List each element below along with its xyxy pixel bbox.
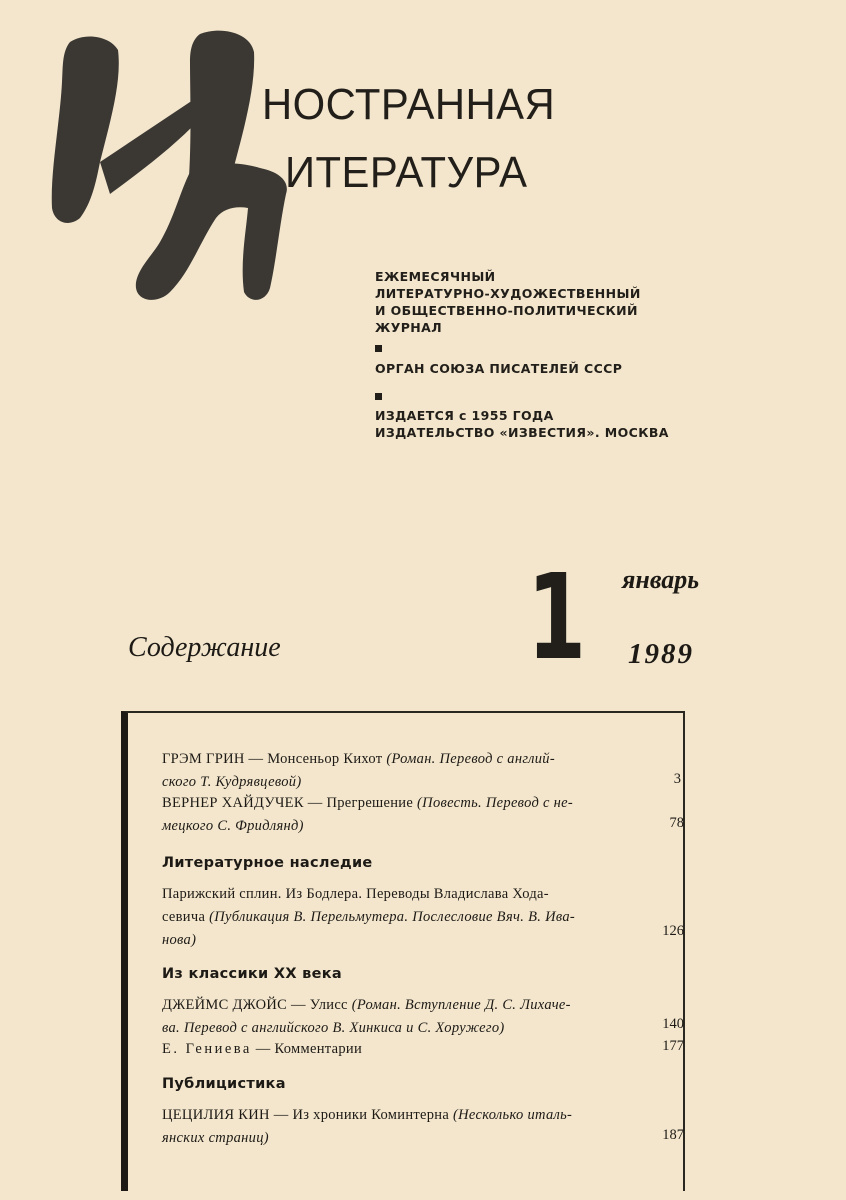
contents-entry (162, 994, 640, 1040)
entry-line (162, 994, 640, 1017)
issue-month: январь (622, 565, 700, 594)
description-line: ЛИТЕРАТУРНО-ХУДОЖЕСТВЕННЫЙ (375, 286, 641, 301)
magazine-description (375, 268, 641, 336)
contents-entry (162, 792, 640, 838)
entry-line (162, 792, 640, 815)
entry-text: севича (162, 909, 210, 925)
logo-brush-letters-icon (40, 22, 310, 312)
section-heading: Публицистика (162, 1076, 286, 1092)
entry-note: янских страниц) (162, 1130, 269, 1146)
entry-note: (Роман. Вступление Д. С. Лихаче- (351, 997, 571, 1013)
logo (40, 22, 310, 312)
entry-line (162, 929, 640, 952)
entry-text: ДЖЕЙМС ДЖОЙС — Улисс (162, 997, 352, 1013)
organ-line: ОРГАН СОЮЗА ПИСАТЕЛЕЙ СССР (375, 361, 623, 376)
section-heading: Из классики XX века (162, 966, 342, 982)
entry-line (162, 1104, 640, 1127)
contents-entry (162, 1104, 640, 1150)
description-line: ЕЖЕМЕСЯЧНЫЙ (375, 269, 496, 284)
entry-text: ГРЭМ ГРИН — Монсеньор Кихот (162, 751, 387, 767)
issue-number: 1 (527, 548, 587, 686)
entry-note: (Роман. Перевод с англий- (386, 751, 555, 767)
entry-note: мецкого С. Фридлянд) (162, 818, 304, 834)
contents-title: Содержание (128, 632, 281, 663)
bullet-square-icon (375, 345, 382, 352)
publisher-line: ИЗДАЕТСЯ с 1955 ГОДА (375, 408, 554, 423)
entry-note: ва. Перевод с английского В. Хинкиса и С. Хоружего) (162, 1020, 505, 1036)
entry-line (162, 748, 640, 771)
contents-entry (162, 1038, 640, 1061)
description-line: И ОБЩЕСТВЕННО-ПОЛИТИЧЕСКИЙ (375, 303, 638, 318)
entry-note: (Повесть. Перевод с не- (417, 795, 574, 811)
entry-line: Парижский сплин. Из Бодлера. Переводы Владислава Хода- (162, 886, 549, 902)
entry-line (162, 1127, 640, 1150)
entry-text: — Комментарии (251, 1041, 363, 1057)
contents-entry (162, 883, 640, 952)
magazine-title-line1: НОСТРАННАЯ (262, 80, 556, 129)
entry-note: (Публикация В. Перельмутера. Послесловие Вяч. В. Ива- (209, 909, 576, 925)
entry-line (162, 815, 640, 838)
page-number: 140 (662, 1016, 684, 1032)
entry-text: ВЕРНЕР ХАЙДУЧЕК — Прегрешение (162, 795, 418, 811)
entry-line (162, 1017, 640, 1040)
entry-note: нова) (162, 932, 197, 948)
entry-note: (Несколько италь- (453, 1107, 573, 1123)
page-number: 187 (662, 1127, 684, 1143)
page-number: 126 (662, 923, 684, 939)
page-number: 177 (662, 1038, 684, 1054)
page-number: 3 (673, 771, 681, 787)
section-heading: Литературное наследие (162, 855, 373, 871)
entry-text: ЦЕЦИЛИЯ КИН — Из хроники Коминтерна (162, 1107, 454, 1123)
issue-year: 1989 (628, 638, 694, 670)
entry-author: Е. Гениева (162, 1041, 252, 1057)
publisher-line: ИЗДАТЕЛЬСТВО «ИЗВЕСТИЯ». МОСКВА (375, 425, 669, 440)
page-number: 78 (669, 815, 684, 831)
entry-line (162, 771, 640, 794)
contents-entry (162, 748, 640, 794)
entry-line (162, 906, 640, 929)
description-line: ЖУРНАЛ (375, 320, 443, 335)
entry-note: ского Т. Кудрявцевой) (162, 774, 302, 790)
magazine-title-line2: ИТЕРАТУРА (285, 148, 528, 197)
publisher-info (375, 407, 669, 441)
bullet-square-icon (375, 393, 382, 400)
